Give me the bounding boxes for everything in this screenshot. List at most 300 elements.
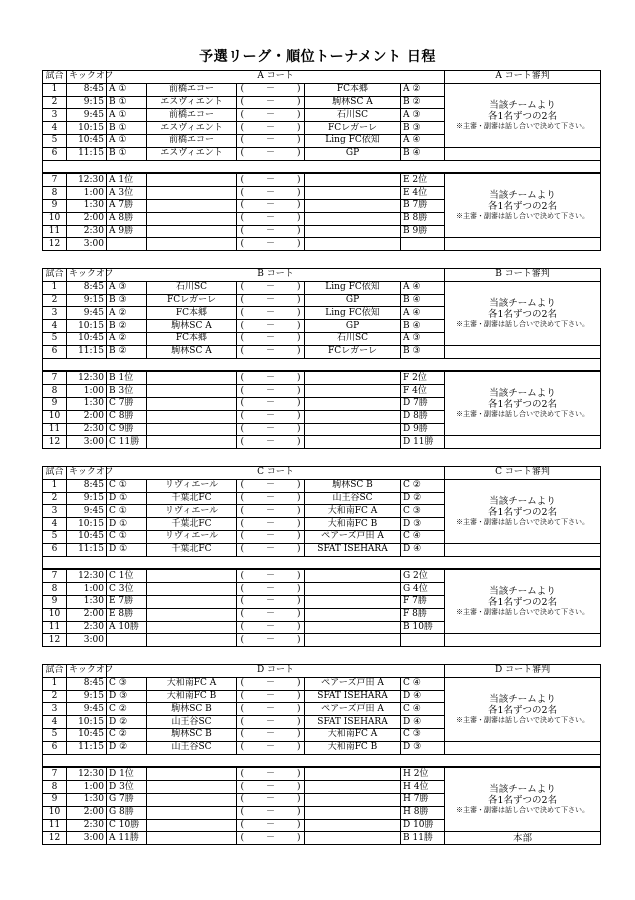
left-slot: G 8勝	[107, 806, 147, 819]
left-slot	[107, 238, 147, 251]
score-dash: －	[265, 346, 275, 357]
referee-cell	[445, 238, 601, 251]
paren-left: (	[240, 518, 244, 529]
right-slot: B 10勝	[401, 621, 445, 634]
score-dash: －	[265, 781, 275, 792]
score-dash: －	[265, 768, 275, 779]
paren-left: (	[240, 781, 244, 792]
right-team: ペアーズ戸田 A	[305, 703, 401, 716]
paren-right: )	[297, 505, 301, 516]
paren-left: (	[240, 213, 244, 224]
match-number: 9	[43, 199, 67, 212]
right-slot: C ②	[401, 479, 445, 492]
referee-line2: 各1名ずつの2名	[487, 308, 558, 320]
schedule-table	[42, 664, 601, 845]
left-slot: C 8勝	[107, 410, 147, 423]
score-placeholder	[237, 134, 305, 147]
kickoff-time: 12:30	[67, 767, 107, 780]
match-number: 8	[43, 385, 67, 398]
match-number: 2	[43, 492, 67, 505]
left-team	[147, 832, 237, 845]
referee-note	[445, 767, 601, 831]
right-slot: B 11勝	[401, 832, 445, 845]
left-slot: A 7勝	[107, 199, 147, 212]
right-team	[305, 569, 401, 582]
right-team	[305, 819, 401, 832]
left-slot: A ②	[107, 307, 147, 320]
paren-right: )	[297, 621, 301, 632]
score-placeholder	[237, 173, 305, 186]
court-schedule	[42, 268, 600, 449]
table-row	[43, 436, 601, 449]
score-dash: －	[265, 678, 275, 689]
court-header: B コート	[107, 269, 445, 282]
right-team	[305, 608, 401, 621]
score-dash: －	[265, 238, 275, 249]
match-number: 1	[43, 677, 67, 690]
match-number: 5	[43, 134, 67, 147]
paren-left: (	[240, 238, 244, 249]
score-dash: －	[265, 690, 275, 701]
table-row	[43, 83, 601, 96]
left-team: 前橋エコー	[147, 134, 237, 147]
paren-left: (	[240, 531, 244, 542]
match-number: 7	[43, 173, 67, 186]
left-slot: A ②	[107, 332, 147, 345]
left-slot: D ③	[107, 690, 147, 703]
paren-right: )	[297, 807, 301, 818]
table-row	[43, 238, 601, 251]
right-team: SFAT ISEHARA	[305, 543, 401, 556]
paren-right: )	[297, 398, 301, 409]
score-placeholder	[237, 569, 305, 582]
kickoff-time: 10:15	[67, 716, 107, 729]
right-team	[305, 436, 401, 449]
score-placeholder	[237, 281, 305, 294]
score-placeholder	[237, 212, 305, 225]
referee-line2: 各1名ずつの2名	[488, 704, 558, 716]
score-placeholder	[237, 294, 305, 307]
right-team	[305, 173, 401, 186]
match-number: 11	[43, 621, 67, 634]
right-team	[305, 832, 401, 845]
kickoff-time: 2:30	[67, 423, 107, 436]
right-slot: F 4位	[401, 385, 445, 398]
referee-empty	[445, 345, 601, 358]
score-placeholder	[237, 345, 305, 358]
left-team	[147, 793, 237, 806]
paren-right: )	[297, 238, 301, 249]
paren-left: (	[240, 200, 244, 211]
table-row	[43, 345, 601, 358]
right-team: 駒林SC A	[305, 96, 401, 109]
right-team	[305, 397, 401, 410]
left-slot: B ②	[107, 345, 147, 358]
left-slot: A ①	[107, 83, 147, 96]
left-team: 千葉北FC	[147, 492, 237, 505]
match-number: 6	[43, 345, 67, 358]
score-placeholder	[237, 716, 305, 729]
referee-note-text: ※主審・副審は話し合いで決めて下さい。	[456, 319, 589, 328]
right-team	[305, 238, 401, 251]
right-slot: D ②	[401, 492, 445, 505]
kickoff-time: 3:00	[67, 436, 107, 449]
match-number: 3	[43, 703, 67, 716]
court-schedule	[42, 664, 600, 845]
left-slot: A 3位	[107, 187, 147, 200]
paren-right: )	[297, 609, 301, 620]
paren-right: )	[297, 320, 301, 331]
table-row	[43, 371, 601, 384]
kickoff-time: 2:00	[67, 212, 107, 225]
left-slot: E 7勝	[107, 595, 147, 608]
match-number: 4	[43, 320, 67, 333]
kickoff-time: 3:00	[67, 634, 107, 647]
paren-left: (	[240, 333, 244, 344]
left-team: 大和南FC A	[147, 677, 237, 690]
right-team: FC本郷	[305, 83, 401, 96]
score-placeholder	[237, 147, 305, 160]
kickoff-time: 10:45	[67, 134, 107, 147]
match-header: 試合	[43, 467, 67, 480]
paren-right: )	[297, 480, 301, 491]
kickoff-time: 2:00	[67, 806, 107, 819]
paren-left: (	[240, 716, 244, 727]
left-slot: D ②	[107, 716, 147, 729]
match-number: 9	[43, 595, 67, 608]
kickoff-time: 2:30	[67, 819, 107, 832]
kickoff-time: 11:15	[67, 741, 107, 754]
score-dash: －	[265, 596, 275, 607]
kickoff-time: 3:00	[67, 238, 107, 251]
kickoff-time: 10:45	[67, 530, 107, 543]
score-dash: －	[265, 411, 275, 422]
kickoff-time: 2:30	[67, 225, 107, 238]
paren-right: )	[297, 794, 301, 805]
kickoff-time: 9:15	[67, 96, 107, 109]
left-team	[147, 385, 237, 398]
right-team	[305, 410, 401, 423]
kickoff-time: 10:15	[67, 122, 107, 135]
right-team	[305, 187, 401, 200]
right-team: 大和南FC A	[305, 728, 401, 741]
paren-right: )	[297, 819, 301, 830]
score-placeholder	[237, 806, 305, 819]
referee-note-text: ※主審・副審は話し合いで決めて下さい。	[456, 121, 590, 130]
table-row	[43, 543, 601, 556]
court-schedule	[42, 70, 600, 251]
right-slot: H 7勝	[401, 793, 445, 806]
referee-header: D コート審判	[445, 665, 601, 678]
score-placeholder	[237, 199, 305, 212]
header-row	[43, 467, 601, 480]
right-slot: A ④	[401, 281, 445, 294]
paren-right: )	[297, 768, 301, 779]
paren-left: (	[240, 96, 244, 107]
left-team: エスヴィエント	[147, 147, 237, 160]
paren-right: )	[297, 729, 301, 740]
right-team	[305, 225, 401, 238]
right-slot: A ④	[401, 307, 445, 320]
right-team	[305, 621, 401, 634]
left-team: 駒林SC A	[147, 345, 237, 358]
referee-line1: 当該チームより	[489, 693, 556, 705]
match-number: 4	[43, 518, 67, 531]
score-dash: －	[265, 282, 275, 293]
left-team: リヴィエール	[147, 505, 237, 518]
right-slot: B ③	[401, 345, 445, 358]
right-slot: F 8勝	[401, 608, 445, 621]
score-dash: －	[265, 225, 275, 236]
match-number: 7	[43, 569, 67, 582]
paren-right: )	[297, 423, 301, 434]
kickoff-time: 12:30	[67, 173, 107, 186]
score-dash: －	[265, 213, 275, 224]
match-number: 8	[43, 187, 67, 200]
score-dash: －	[265, 96, 275, 107]
paren-right: )	[297, 634, 301, 645]
kickoff-time: 8:45	[67, 479, 107, 492]
left-team	[147, 212, 237, 225]
referee-note	[445, 281, 601, 345]
right-team: 石川SC	[305, 332, 401, 345]
match-number: 12	[43, 238, 67, 251]
paren-left: (	[240, 148, 244, 159]
score-placeholder	[237, 96, 305, 109]
spacer-row	[43, 556, 601, 569]
score-dash: －	[265, 729, 275, 740]
referee-header: B コート審判	[445, 269, 601, 282]
score-dash: －	[265, 122, 275, 133]
paren-right: )	[297, 346, 301, 357]
left-slot: C 9勝	[107, 423, 147, 436]
kickoff-time: 2:00	[67, 608, 107, 621]
kickoff-time: 1:30	[67, 595, 107, 608]
court-schedule	[42, 466, 600, 647]
paren-right: )	[297, 385, 301, 396]
left-team	[147, 423, 237, 436]
match-number: 12	[43, 634, 67, 647]
paren-right: )	[297, 282, 301, 293]
kickoff-time: 1:00	[67, 583, 107, 596]
paren-right: )	[297, 832, 301, 843]
score-dash: －	[265, 518, 275, 529]
score-placeholder	[237, 728, 305, 741]
left-slot: D ②	[107, 741, 147, 754]
right-team: Ling FC依知	[305, 281, 401, 294]
match-number: 7	[43, 767, 67, 780]
match-number: 11	[43, 225, 67, 238]
right-slot: C ④	[401, 703, 445, 716]
left-slot	[107, 634, 147, 647]
score-dash: －	[265, 423, 275, 434]
score-dash: －	[265, 621, 275, 632]
paren-right: )	[297, 109, 301, 120]
match-number: 8	[43, 583, 67, 596]
left-team: リヴィエール	[147, 479, 237, 492]
kickoff-time: 2:00	[67, 410, 107, 423]
left-slot: D 1位	[107, 767, 147, 780]
match-number: 8	[43, 781, 67, 794]
paren-left: (	[240, 385, 244, 396]
left-slot: A 10勝	[107, 621, 147, 634]
paren-right: )	[297, 570, 301, 581]
score-placeholder	[237, 83, 305, 96]
referee-line2: 各1名ずつの2名	[487, 399, 558, 411]
spacer-row	[43, 160, 601, 173]
right-slot: H 4位	[401, 781, 445, 794]
right-team: GP	[305, 320, 401, 333]
left-slot: D 3位	[107, 781, 147, 794]
left-slot: C 7勝	[107, 397, 147, 410]
paren-right: )	[297, 135, 301, 146]
match-number: 2	[43, 294, 67, 307]
kickoff-time: 9:15	[67, 492, 107, 505]
kickoff-time: 8:45	[67, 281, 107, 294]
score-dash: －	[265, 200, 275, 211]
paren-right: )	[297, 690, 301, 701]
left-team: 山王谷SC	[147, 716, 237, 729]
paren-left: (	[240, 690, 244, 701]
referee-note-text: ※主審・副審は話し合いで決めて下さい。	[456, 608, 590, 617]
paren-left: (	[240, 596, 244, 607]
right-team: ペアーズ戸田 A	[305, 677, 401, 690]
referee-note	[445, 371, 601, 435]
left-team: エスヴィエント	[147, 122, 237, 135]
left-slot: D ①	[107, 518, 147, 531]
match-number: 4	[43, 716, 67, 729]
left-team: FC本郷	[147, 307, 237, 320]
right-team: 大和南FC B	[305, 518, 401, 531]
paren-right: )	[297, 742, 301, 753]
left-team: FC本郷	[147, 332, 237, 345]
right-slot: C ③	[401, 505, 445, 518]
score-placeholder	[237, 518, 305, 531]
score-placeholder	[237, 832, 305, 845]
match-number: 3	[43, 109, 67, 122]
left-slot: A 8勝	[107, 212, 147, 225]
left-team: 前橋エコー	[147, 83, 237, 96]
kickoff-time: 12:30	[67, 569, 107, 582]
right-slot: D ③	[401, 518, 445, 531]
referee-line2: 各1名ずつの2名	[487, 597, 558, 609]
right-team	[305, 793, 401, 806]
right-team: SFAT ISEHARA	[305, 716, 401, 729]
score-dash: －	[265, 544, 275, 555]
table-row	[43, 281, 601, 294]
match-number: 1	[43, 479, 67, 492]
paren-right: )	[297, 372, 301, 383]
right-slot: D 7勝	[401, 397, 445, 410]
left-slot: C 3位	[107, 583, 147, 596]
referee-empty	[445, 543, 601, 556]
referee-note-text: ※主審・副審は話し合いで決めて下さい。	[456, 410, 589, 419]
score-placeholder	[237, 621, 305, 634]
score-placeholder	[237, 741, 305, 754]
kickoff-time: 11:15	[67, 147, 107, 160]
header-row	[43, 665, 601, 678]
right-slot	[401, 634, 445, 647]
right-team: Ling FC依知	[305, 307, 401, 320]
paren-left: (	[240, 320, 244, 331]
score-placeholder	[237, 371, 305, 384]
right-slot: C ④	[401, 677, 445, 690]
paren-left: (	[240, 346, 244, 357]
kickoff-time: 12:30	[67, 371, 107, 384]
score-dash: －	[265, 320, 275, 331]
paren-right: )	[297, 84, 301, 95]
header-row	[43, 71, 601, 84]
kickoff-time: 1:30	[67, 397, 107, 410]
match-number: 6	[43, 147, 67, 160]
kickoff-time: 8:45	[67, 83, 107, 96]
right-team	[305, 634, 401, 647]
referee-empty	[445, 741, 601, 754]
kickoff-time: 2:30	[67, 621, 107, 634]
referee-note-text: ※主審・副審は話し合いで決めて下さい。	[456, 715, 590, 724]
match-number: 12	[43, 436, 67, 449]
right-team: 駒林SC B	[305, 479, 401, 492]
left-slot: C ②	[107, 728, 147, 741]
left-team	[147, 199, 237, 212]
left-team	[147, 436, 237, 449]
score-dash: －	[265, 294, 275, 305]
kickoff-time: 1:30	[67, 793, 107, 806]
right-team: GP	[305, 294, 401, 307]
left-team: 千葉北FC	[147, 543, 237, 556]
score-dash: －	[265, 398, 275, 409]
score-dash: －	[265, 135, 275, 146]
right-team	[305, 385, 401, 398]
left-slot: C ①	[107, 505, 147, 518]
paren-left: (	[240, 122, 244, 133]
referee-line1: 当該チームより	[489, 297, 556, 309]
score-placeholder	[237, 225, 305, 238]
table-row	[43, 767, 601, 780]
paren-left: (	[240, 492, 244, 503]
right-slot: B ④	[401, 147, 445, 160]
left-slot: C 1位	[107, 569, 147, 582]
left-slot: C ①	[107, 479, 147, 492]
score-dash: －	[265, 832, 275, 843]
right-team: 大和南FC B	[305, 741, 401, 754]
paren-right: )	[297, 492, 301, 503]
left-team: エスヴィエント	[147, 96, 237, 109]
score-placeholder	[237, 677, 305, 690]
referee-header: C コート審判	[445, 467, 601, 480]
referee-note-text: ※主審・副審は話し合いで決めて下さい。	[456, 212, 590, 221]
match-number: 7	[43, 371, 67, 384]
left-team	[147, 767, 237, 780]
match-number: 9	[43, 793, 67, 806]
paren-right: )	[297, 307, 301, 318]
score-placeholder	[237, 530, 305, 543]
score-placeholder	[237, 238, 305, 251]
referee-line1: 当該チームより	[489, 388, 556, 400]
table-row	[43, 147, 601, 160]
left-team: 駒林SC A	[147, 320, 237, 333]
match-number: 1	[43, 83, 67, 96]
score-placeholder	[237, 492, 305, 505]
right-slot: D ③	[401, 741, 445, 754]
match-header: 試合	[43, 269, 67, 282]
referee-header: A コート審判	[445, 71, 601, 84]
left-slot: B ③	[107, 294, 147, 307]
right-team: FCレガーレ	[305, 345, 401, 358]
kickoff-time: 10:15	[67, 518, 107, 531]
left-team	[147, 634, 237, 647]
right-slot: B ②	[401, 96, 445, 109]
